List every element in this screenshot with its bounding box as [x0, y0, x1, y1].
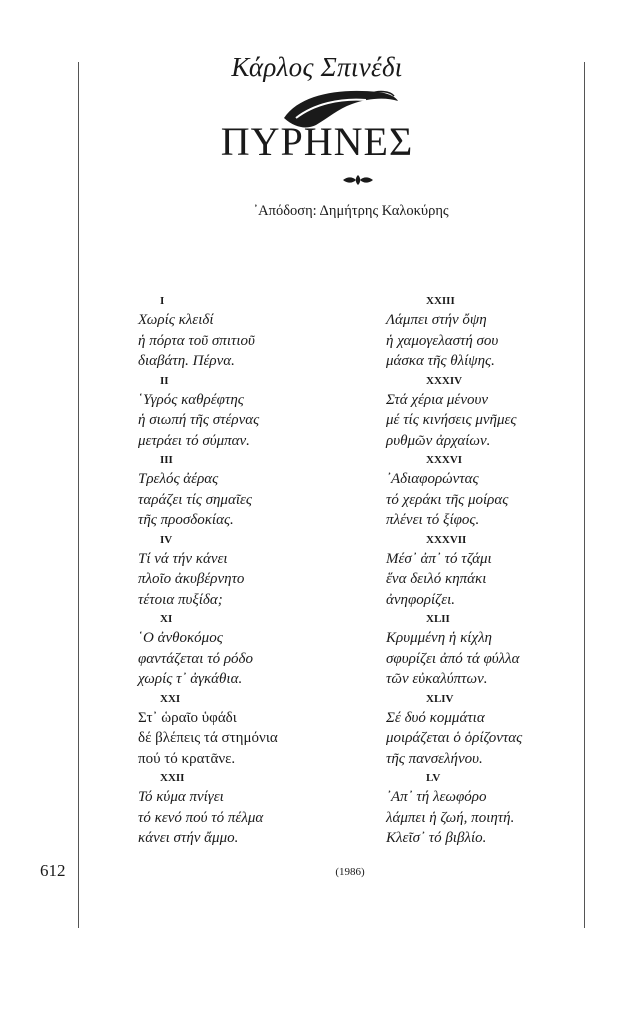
poem-line: ἀνηφορίζει. [386, 591, 456, 608]
poem-line: Στ᾿ ὡραῖο ὑφάδι [138, 709, 237, 726]
haiku-poem [138, 610, 358, 690]
translator-credit: ᾿Απόδοση: Δημήτρης Καλοκύρης [253, 203, 449, 219]
poem-line: ῾Ο ἀνθοκόμος [138, 630, 223, 646]
poem-line: μέ τίς κινήσεις μνῆμες [386, 412, 517, 428]
poem-line: Κλεῖσ᾿ τό βιβλίο. [386, 830, 487, 846]
publication-date: (1986) [335, 866, 365, 878]
poem-number: LV [426, 772, 441, 784]
poem-line: διαβάτη. Πέρνα. [138, 353, 235, 369]
poem-line: Σέ δυό κομμάτια [386, 709, 485, 726]
author-name: Κάρλος Σπινέδι [231, 52, 403, 82]
poem-line: λάμπει ἡ ζωή, ποιητή. [386, 809, 515, 826]
haiku-poem [386, 451, 606, 531]
poem-line: φαντάζεται τό ρόδο [138, 650, 254, 667]
poem-line: σφυρίζει ἀπό τά φύλλα [386, 650, 520, 667]
poem-line: ἡ σιωπή τῆς στέρνας [138, 412, 260, 428]
poem-line: κάνει στήν ἄμμο. [138, 830, 239, 846]
poem-line: Κρυμμένη ἡ κίχλη [386, 630, 493, 646]
poem-number: XLII [426, 613, 450, 625]
haiku-poem [386, 690, 606, 770]
poem-line: πλένει τό ξίφος. [386, 512, 480, 528]
poem-number: XXI [160, 692, 181, 705]
poem-line: πλοῖο ἀκυβέρνητο [138, 571, 245, 587]
poem-line: χωρίς τ᾿ ἀγκάθια. [138, 671, 243, 687]
haiku-poem [386, 372, 606, 452]
poem-number: XXXVII [426, 533, 467, 546]
haiku-poem [386, 769, 606, 849]
poem-number: XI [160, 613, 173, 625]
poem-line: ρυθμῶν ἀρχαίων. [386, 432, 491, 449]
poem-line: ῾Υγρός καθρέφτης [138, 391, 244, 408]
poem-line: ἡ χαμογελαστή σου [386, 332, 499, 349]
poem-line: δέ βλέπεις τά στημόνια [138, 730, 278, 746]
poem-number: XLIV [426, 692, 454, 705]
haiku-poem [386, 610, 606, 690]
right-poem-column [386, 292, 606, 849]
poem-line: Τί νά τήν κάνει [138, 550, 228, 567]
poem-number: I [160, 295, 165, 307]
poem-line: πού τό κρατᾶνε. [138, 750, 236, 767]
haiku-poem [386, 292, 606, 372]
poem-line: τῆς προσδοκίας. [138, 512, 234, 528]
haiku-poem [138, 372, 358, 452]
poem-line: τό χεράκι τῆς μοίρας [386, 491, 509, 508]
haiku-poem [138, 769, 358, 849]
poem-line: μετράει τό σύμπαν. [138, 432, 250, 449]
poem-line: ταράζει τίς σημαῖες [138, 491, 252, 508]
poem-number: XXII [160, 772, 185, 784]
poem-line: ᾿Αδιαφορώντας [386, 471, 479, 487]
poem-line: Στά χέρια μένουν [386, 391, 489, 408]
poem-line: Χωρίς κλειδί [138, 312, 214, 328]
page-number: 612 [40, 861, 66, 880]
poem-line: μάσκα τῆς θλίψης. [386, 353, 495, 369]
poem-number: XXXVI [426, 454, 463, 466]
poem-number: XXIII [426, 295, 455, 307]
haiku-poem [138, 451, 358, 531]
poem-line: τέτοια πυξίδα; [138, 591, 223, 608]
poem-number: IV [160, 533, 173, 546]
poem-line: τῶν εὐκαλύπτων. [386, 671, 488, 687]
poem-line: Τό κύμα πνίγει [138, 789, 224, 805]
poem-line: ᾿Απ᾿ τή λεωφόρο [386, 789, 487, 805]
left-poem-column [138, 292, 358, 849]
haiku-poem [386, 531, 606, 611]
poem-line: τό κενό πού τό πέλμα [138, 809, 264, 826]
poem-line: μοιράζεται ὁ ὁρίζοντας [386, 730, 523, 746]
poem-line: Λάμπει στήν ὄψη [386, 312, 487, 328]
poem-line: τῆς πανσελήνου. [386, 750, 483, 767]
haiku-poem [138, 292, 358, 372]
poem-number: XXXIV [426, 374, 463, 387]
haiku-poem [138, 690, 358, 770]
poem-line: ἡ πόρτα τοῦ σπιτιοῦ [138, 332, 255, 349]
poem-line: Μέσ᾿ ἀπ᾿ τό τζάμι [386, 550, 492, 567]
fleuron-ornament [341, 172, 375, 188]
left-margin-rule [78, 62, 79, 928]
poem-number: II [160, 374, 169, 387]
book-title: ΠΥΡΗΝΕΣ [220, 119, 414, 164]
poem-number: III [160, 454, 173, 466]
poem-line: Τρελός ἀέρας [138, 471, 219, 487]
poem-line: ἕνα δειλό κηπάκι [386, 571, 487, 587]
haiku-poem [138, 531, 358, 611]
